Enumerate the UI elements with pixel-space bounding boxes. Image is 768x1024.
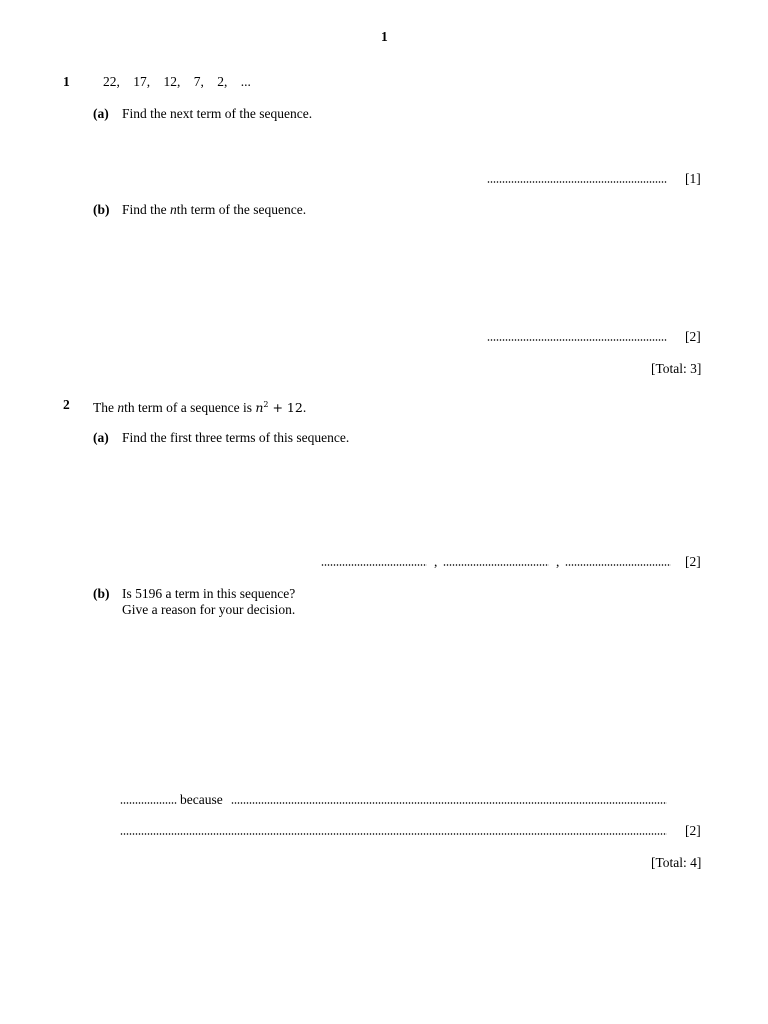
q1b-marks: [2]: [685, 329, 701, 344]
q1b-label: (b): [93, 202, 110, 217]
q2a-separator: ,: [556, 554, 560, 569]
q1-seq-term: 17,: [133, 74, 151, 89]
q1a-text: Find the next term of the sequence.: [122, 106, 313, 121]
q2b-because-label: because: [180, 792, 223, 807]
q1-number: 1: [63, 74, 70, 89]
q2b-line1: Is 5196 a term in this sequence?: [122, 586, 296, 601]
q1-seq-term: 12,: [163, 74, 181, 89]
q1-seq-term: 22,: [103, 74, 120, 89]
q2b-yes-no-line[interactable]: [120, 792, 177, 808]
q2-total: [Total: 4]: [651, 855, 702, 870]
q2a-answer-line-2[interactable]: [443, 554, 549, 570]
q2-stem: The nth term of a sequence is $n^2 + 12$.: [93, 400, 307, 415]
q1b-text: Find the nth term of the sequence.: [122, 202, 307, 217]
q1a-label: (a): [93, 106, 109, 121]
q1-sequence: [103, 74, 261, 90]
q2a-separator: ,: [434, 554, 438, 569]
q1-total: [Total: 3]: [651, 361, 702, 376]
q1-seq-term: 7,: [193, 74, 204, 89]
q2a-label: (a): [93, 430, 109, 445]
q2a-answer-line-1[interactable]: [321, 554, 427, 570]
q2a-answer-line-3[interactable]: [565, 554, 671, 570]
page-number: 1: [381, 29, 388, 44]
q1-seq-term: 2,: [217, 74, 228, 89]
q2a-text: Find the first three terms of this sequence.: [122, 430, 350, 445]
q2a-marks: [2]: [685, 554, 701, 569]
q1a-answer-line[interactable]: [487, 171, 667, 187]
q2b-label: (b): [93, 586, 110, 601]
q1-seq-term: ...: [240, 74, 251, 89]
q2b-marks: [2]: [685, 823, 701, 838]
q2b-line2: Give a reason for your decision.: [122, 602, 296, 617]
q2b-reason-line-1[interactable]: [231, 792, 667, 808]
q2-number: 2: [63, 397, 70, 412]
q1a-marks: [1]: [685, 171, 701, 186]
q2b-reason-line-2[interactable]: [120, 823, 667, 839]
q1b-answer-line[interactable]: [487, 329, 667, 345]
